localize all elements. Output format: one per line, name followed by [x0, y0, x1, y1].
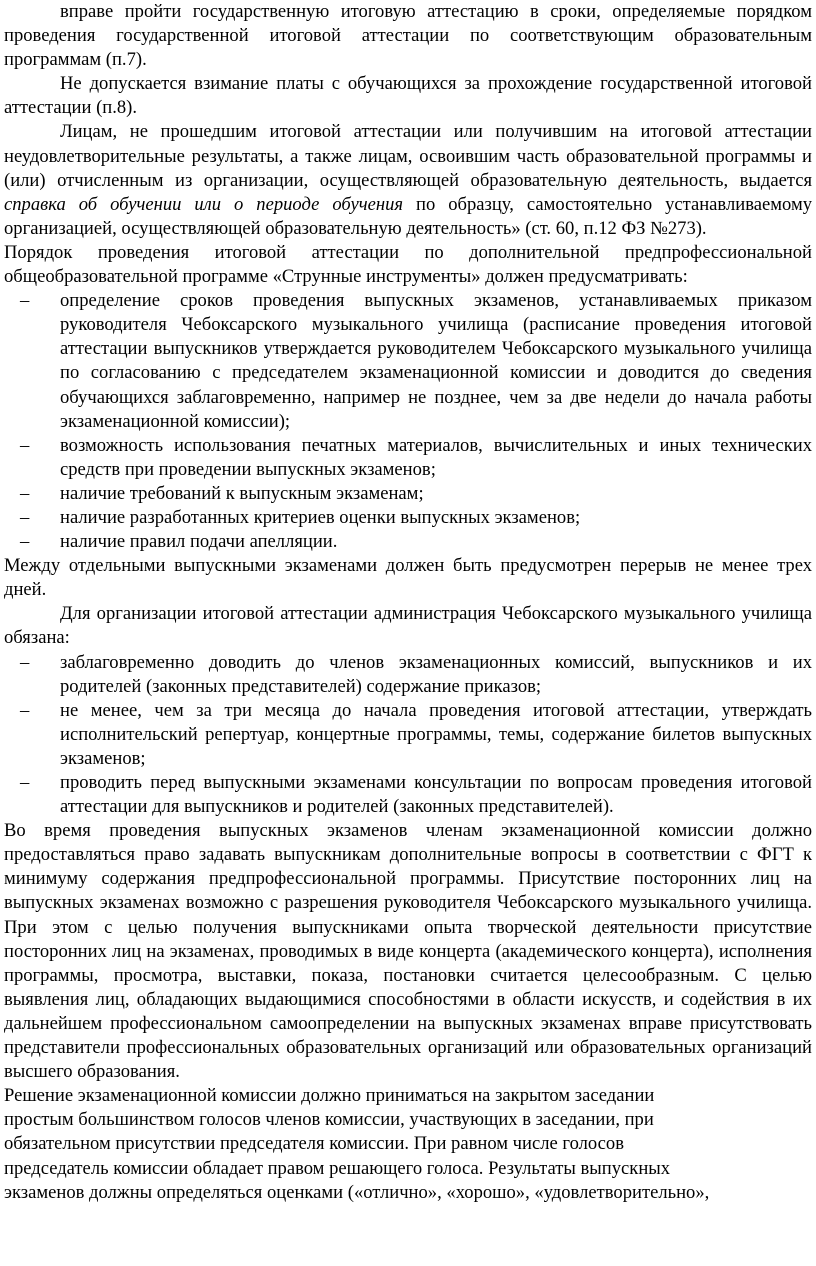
list-item [4, 699, 812, 771]
dash-bullet: – [20, 772, 30, 793]
list-item-text: не менее, чем за три месяца до начала проведения итоговой аттестации, утверждать исполнительский репертуар, концертные программы, темы, содержание билетов выпускных экзаменов; [60, 699, 812, 769]
list-item [4, 771, 812, 819]
dash-bullet: – [20, 290, 30, 312]
text-line: простым большинством голосов членов комиссии, участвующих в заседании, при [4, 1109, 654, 1131]
text-line: экзаменов должны определяться оценками («отлично», «хорошо», «удовлетворительно», [4, 1181, 710, 1203]
list-item-text: заблаговременно доводить до членов экзаменационных комиссий, выпускников и их родителей (законных представителей) содержание приказов; [60, 651, 812, 697]
paragraph-certificate-text-2: по образцу, самостоятельно устанавливаемому организацией, осуществляющей образовательную деятельность» (ст. 60, п.12 ФЗ №273). [4, 193, 813, 239]
dash-bullet: – [20, 506, 30, 528]
dash-bullet: – [20, 482, 30, 504]
list-item-text: возможность использования печатных материалов, вычислительных и иных технических средств при проведении выпускных экзаменов; [60, 434, 812, 480]
procedure-list [4, 289, 812, 554]
paragraph-certificate-text-1: Лицам, не прошедшим итоговой аттестации или получившим на итоговой аттестации неудовлетворительные результаты, а также лицам, освоившим часть образовательной программы и (или) отчисленным из организации, осуществляющей образовательную деятельность, выдается [4, 121, 812, 191]
list-item-text: определение сроков проведения выпускных экзаменов, устанавливаемых приказом руководителя Чебоксарского музыкального училища (расписание проведения итоговой аттестации выпускников утверждается руководителем Чебоксарского музыкального училища по согласованию с председателем экзаменационной комиссии и доводится до сведения обучающихся заблаговременно, например не позднее, чем за две недели до начала работы экзаменационной комиссии); [60, 290, 812, 432]
text-line: Решение экзаменационной комиссии должно приниматься на закрытом заседании [4, 1085, 655, 1107]
administration-duties-list [4, 651, 812, 820]
list-item-text: проводить перед выпускными экзаменами консультации по вопросам проведения итоговой аттестации для выпускников и родителей (законных представителей). [60, 772, 812, 818]
list-item [4, 651, 812, 699]
list-item-text: наличие правил подачи апелляции. [60, 531, 338, 553]
paragraph-commission-decision [4, 1084, 812, 1204]
paragraph-right-to-pass: вправе пройти государственную итоговую аттестацию в сроки, определяемые порядком проведения государственной итоговой аттестации по соответствующим образовательным программам (п.7). [4, 1, 812, 71]
dash-bullet: – [20, 699, 30, 721]
paragraph-procedure-intro: Порядок проведения итоговой аттестации по дополнительной предпрофессиональной общеобразовательной программе «Струнные инструменты» должен предусматривать: [4, 241, 812, 288]
list-item [4, 506, 812, 530]
dash-bullet: – [20, 651, 30, 673]
dash-bullet: – [20, 531, 30, 553]
paragraph-no-fee: Не допускается взимание платы с обучающихся за прохождение государственной итоговой аттестации (п.8). [4, 73, 812, 119]
text-line: обязательном присутствии председателя комиссии. При равном числе голосов [4, 1133, 624, 1155]
list-item [4, 530, 812, 554]
text-line: председатель комиссии обладает правом решающего голоса. Результаты выпускных [4, 1157, 671, 1179]
list-item [4, 482, 812, 506]
list-item [4, 434, 812, 482]
paragraph-exam-conduct: Во время проведения выпускных экзаменов членам экзаменационной комиссии должно предоставляться право задавать выпускникам дополнительные вопросы в соответствии с ФГТ к минимуму содержания предпрофессиональной программы. Присутствие посторонних лиц на выпускных экзаменах возможно с разрешения руководителя Чебоксарского музыкального училища. При этом с целью получения выпускниками опыта творческой деятельности присутствие посторонних лиц на экзаменах, проводимых в виде концерта (академического концерта), исполнения программы, просмотра, выставки, показа, постановки считается целесообразным. С целью выявления лиц, обладающих выдающимися способностями в области искусств, и содействия в их дальнейшем профессиональном самоопределении на выпускных экзаменах вправе присутствовать представители профессиональных образовательных организаций или образовательных организаций высшего образования. [4, 820, 812, 1083]
list-item [4, 289, 812, 434]
list-item-text: наличие разработанных критериев оценки выпускных экзаменов; [60, 506, 581, 528]
list-item-text: наличие требований к выпускным экзаменам; [60, 482, 424, 504]
paragraph-certificate [4, 120, 812, 240]
dash-bullet: – [20, 434, 30, 456]
paragraph-administration-duties: Для организации итоговой аттестации администрация Чебоксарского музыкального училища обязана: [4, 603, 812, 649]
paragraph-exam-break: Между отдельными выпускными экзаменами должен быть предусмотрен перерыв не менее трех дней. [4, 555, 812, 601]
certificate-emphasis: справка об обучении или о периоде обучения [4, 193, 404, 215]
